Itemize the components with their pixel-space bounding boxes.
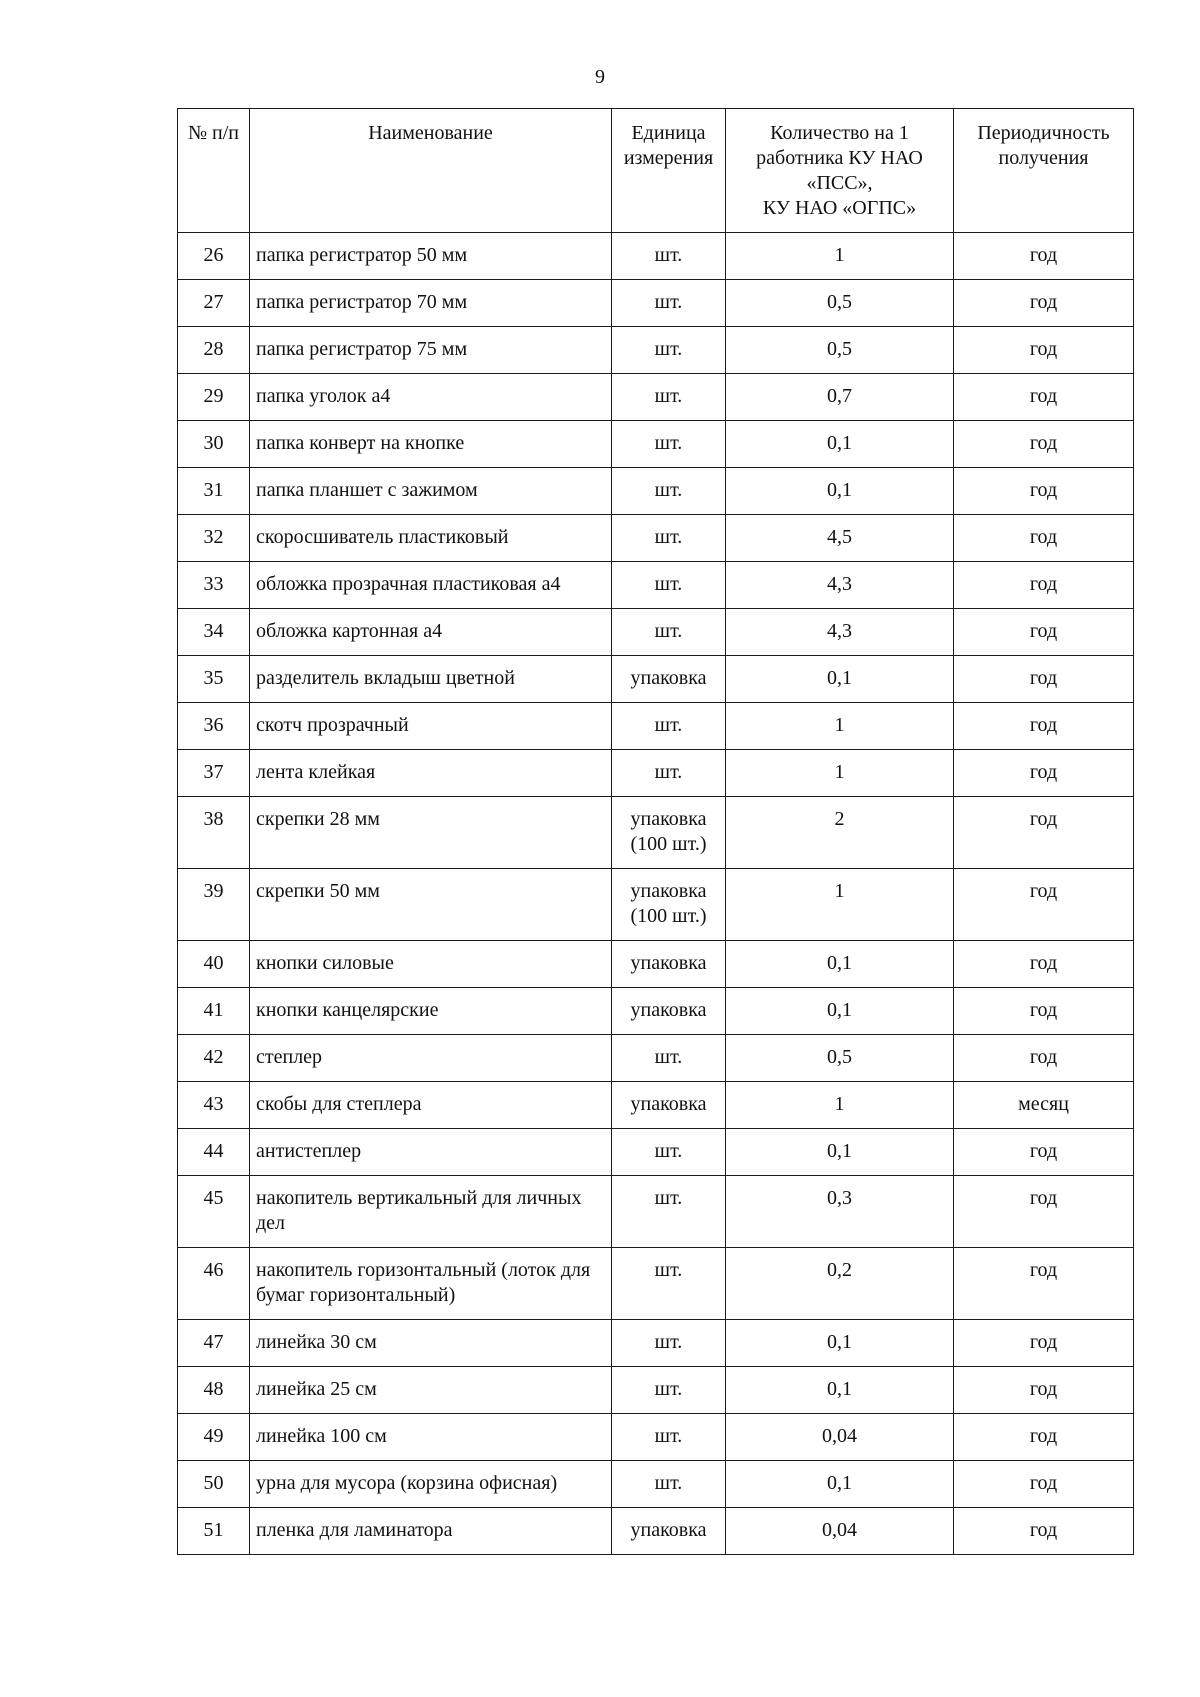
item-name-cell: папка регистратор 70 мм	[250, 280, 612, 327]
quantity-cell: 0,1	[726, 1367, 954, 1414]
unit-cell: шт.	[612, 750, 726, 797]
item-name-cell: папка конверт на кнопке	[250, 421, 612, 468]
item-name-cell: степлер	[250, 1035, 612, 1082]
period-cell: год	[954, 750, 1134, 797]
period-cell: год	[954, 1508, 1134, 1555]
unit-cell: шт.	[612, 468, 726, 515]
header-row	[178, 109, 1134, 233]
row-number-cell: 40	[178, 941, 250, 988]
period-cell: год	[954, 656, 1134, 703]
row-number-cell: 38	[178, 797, 250, 869]
header-qty-line1: Количество на 1	[770, 122, 909, 144]
table-row	[178, 869, 1134, 941]
row-number-cell: 49	[178, 1414, 250, 1461]
table-row	[178, 1035, 1134, 1082]
unit-cell: шт.	[612, 1461, 726, 1508]
period-cell: год	[954, 988, 1134, 1035]
page-number: 9	[595, 66, 605, 88]
table-row	[178, 327, 1134, 374]
item-name-cell: скотч прозрачный	[250, 703, 612, 750]
row-number-cell: 45	[178, 1176, 250, 1248]
supplies-table	[177, 108, 1134, 1555]
item-name-cell: скобы для степлера	[250, 1082, 612, 1129]
unit-cell: шт.	[612, 515, 726, 562]
table-row	[178, 1414, 1134, 1461]
quantity-cell: 4,3	[726, 562, 954, 609]
unit-cell: шт.	[612, 327, 726, 374]
header-unit-line1: Единица	[631, 122, 706, 144]
item-name-cell: кнопки силовые	[250, 941, 612, 988]
row-number-cell: 27	[178, 280, 250, 327]
row-number-cell: 41	[178, 988, 250, 1035]
table-row	[178, 562, 1134, 609]
quantity-cell: 0,04	[726, 1414, 954, 1461]
unit-cell: шт.	[612, 1320, 726, 1367]
period-cell: год	[954, 1461, 1134, 1508]
item-name-cell: скрепки 50 мм	[250, 869, 612, 941]
item-name-cell: урна для мусора (корзина офисная)	[250, 1461, 612, 1508]
period-cell: год	[954, 703, 1134, 750]
unit-cell: упаковка	[612, 1082, 726, 1129]
row-number-cell: 50	[178, 1461, 250, 1508]
period-cell: год	[954, 562, 1134, 609]
unit-cell: шт.	[612, 374, 726, 421]
period-cell: год	[954, 1176, 1134, 1248]
table-row	[178, 280, 1134, 327]
unit-cell: шт.	[612, 280, 726, 327]
row-number-cell: 39	[178, 869, 250, 941]
unit-cell: шт.	[612, 1176, 726, 1248]
table-row	[178, 1129, 1134, 1176]
row-number-cell: 37	[178, 750, 250, 797]
period-cell: год	[954, 1248, 1134, 1320]
quantity-cell: 0,1	[726, 656, 954, 703]
table-row	[178, 1320, 1134, 1367]
period-cell: год	[954, 421, 1134, 468]
item-name-cell: папка регистратор 75 мм	[250, 327, 612, 374]
item-name-cell: кнопки канцелярские	[250, 988, 612, 1035]
period-cell: год	[954, 280, 1134, 327]
row-number-cell: 36	[178, 703, 250, 750]
period-cell: год	[954, 233, 1134, 280]
period-cell: год	[954, 1129, 1134, 1176]
unit-cell: шт.	[612, 1035, 726, 1082]
period-cell: год	[954, 1035, 1134, 1082]
header-qty	[726, 109, 954, 233]
unit-cell: шт.	[612, 609, 726, 656]
quantity-cell: 0,1	[726, 988, 954, 1035]
quantity-cell: 0,2	[726, 1248, 954, 1320]
period-cell: год	[954, 374, 1134, 421]
table-row	[178, 609, 1134, 656]
unit-cell: упаковка	[612, 941, 726, 988]
period-cell: год	[954, 327, 1134, 374]
header-qty-line4: КУ НАО «ОГПС»	[762, 197, 917, 219]
header-num: № п/п	[178, 109, 250, 233]
header-period-line2: получения	[998, 147, 1089, 169]
item-name-cell: накопитель горизонтальный (лоток для бумаг горизонтальный)	[250, 1248, 612, 1320]
period-cell: год	[954, 869, 1134, 941]
row-number-cell: 33	[178, 562, 250, 609]
unit-cell: шт.	[612, 1367, 726, 1414]
unit-cell: шт.	[612, 1129, 726, 1176]
quantity-cell: 4,3	[726, 609, 954, 656]
quantity-cell: 0,1	[726, 1320, 954, 1367]
table-header	[178, 109, 1134, 233]
quantity-cell: 0,04	[726, 1508, 954, 1555]
item-name-cell: пленка для ламинатора	[250, 1508, 612, 1555]
row-number-cell: 32	[178, 515, 250, 562]
quantity-cell: 0,1	[726, 468, 954, 515]
row-number-cell: 46	[178, 1248, 250, 1320]
quantity-cell: 0,1	[726, 1129, 954, 1176]
quantity-cell: 0,5	[726, 280, 954, 327]
table-row	[178, 703, 1134, 750]
item-name-cell: обложка картонная а4	[250, 609, 612, 656]
unit-cell: упаковка (100 шт.)	[612, 869, 726, 941]
quantity-cell: 1	[726, 233, 954, 280]
period-cell: год	[954, 515, 1134, 562]
item-name-cell: лента клейкая	[250, 750, 612, 797]
unit-cell: шт.	[612, 703, 726, 750]
header-name: Наименование	[250, 109, 612, 233]
row-number-cell: 26	[178, 233, 250, 280]
table-row	[178, 1508, 1134, 1555]
item-name-cell: антистеплер	[250, 1129, 612, 1176]
unit-cell: упаковка	[612, 1508, 726, 1555]
header-unit	[612, 109, 726, 233]
table-row	[178, 988, 1134, 1035]
item-name-cell: обложка прозрачная пластиковая а4	[250, 562, 612, 609]
unit-cell: шт.	[612, 421, 726, 468]
quantity-cell: 1	[726, 1082, 954, 1129]
quantity-cell: 0,5	[726, 1035, 954, 1082]
item-name-cell: разделитель вкладыш цветной	[250, 656, 612, 703]
item-name-cell: папка планшет с зажимом	[250, 468, 612, 515]
unit-cell: упаковка	[612, 988, 726, 1035]
quantity-cell: 0,1	[726, 1461, 954, 1508]
row-number-cell: 48	[178, 1367, 250, 1414]
quantity-cell: 0,1	[726, 421, 954, 468]
table-row	[178, 941, 1134, 988]
unit-cell: шт.	[612, 1414, 726, 1461]
period-cell: год	[954, 797, 1134, 869]
row-number-cell: 29	[178, 374, 250, 421]
item-name-cell: линейка 25 см	[250, 1367, 612, 1414]
table-row	[178, 797, 1134, 869]
row-number-cell: 44	[178, 1129, 250, 1176]
quantity-cell: 4,5	[726, 515, 954, 562]
header-qty-line2: работника КУ НАО	[756, 147, 923, 169]
row-number-cell: 43	[178, 1082, 250, 1129]
row-number-cell: 34	[178, 609, 250, 656]
item-name-cell: папка уголок а4	[250, 374, 612, 421]
item-name-cell: папка регистратор 50 мм	[250, 233, 612, 280]
period-cell: год	[954, 609, 1134, 656]
row-number-cell: 42	[178, 1035, 250, 1082]
table-row	[178, 515, 1134, 562]
table-row	[178, 1082, 1134, 1129]
table-row	[178, 1461, 1134, 1508]
unit-cell: шт.	[612, 562, 726, 609]
row-number-cell: 28	[178, 327, 250, 374]
table-body	[178, 233, 1134, 1555]
item-name-cell: скоросшиватель пластиковый	[250, 515, 612, 562]
table-row	[178, 468, 1134, 515]
item-name-cell: скрепки 28 мм	[250, 797, 612, 869]
row-number-cell: 35	[178, 656, 250, 703]
table-row	[178, 1367, 1134, 1414]
header-period-line1: Периодичность	[977, 122, 1110, 144]
quantity-cell: 0,7	[726, 374, 954, 421]
header-period	[954, 109, 1134, 233]
header-qty-line3: «ПСС»,	[806, 172, 873, 194]
item-name-cell: линейка 100 см	[250, 1414, 612, 1461]
table-row	[178, 374, 1134, 421]
period-cell: месяц	[954, 1082, 1134, 1129]
row-number-cell: 51	[178, 1508, 250, 1555]
period-cell: год	[954, 1320, 1134, 1367]
unit-cell: упаковка	[612, 656, 726, 703]
unit-cell: упаковка (100 шт.)	[612, 797, 726, 869]
row-number-cell: 31	[178, 468, 250, 515]
table-row	[178, 656, 1134, 703]
row-number-cell: 30	[178, 421, 250, 468]
period-cell: год	[954, 468, 1134, 515]
quantity-cell: 0,1	[726, 941, 954, 988]
table-row	[178, 1248, 1134, 1320]
quantity-cell: 1	[726, 750, 954, 797]
row-number-cell: 47	[178, 1320, 250, 1367]
table-row	[178, 233, 1134, 280]
quantity-cell: 2	[726, 797, 954, 869]
header-unit-line2: измерения	[623, 147, 714, 169]
unit-cell: шт.	[612, 1248, 726, 1320]
unit-cell: шт.	[612, 233, 726, 280]
period-cell: год	[954, 1367, 1134, 1414]
quantity-cell: 1	[726, 869, 954, 941]
table-row	[178, 1176, 1134, 1248]
quantity-cell: 0,5	[726, 327, 954, 374]
item-name-cell: линейка 30 см	[250, 1320, 612, 1367]
table-row	[178, 421, 1134, 468]
period-cell: год	[954, 941, 1134, 988]
quantity-cell: 0,3	[726, 1176, 954, 1248]
table-row	[178, 750, 1134, 797]
period-cell: год	[954, 1414, 1134, 1461]
item-name-cell: накопитель вертикальный для личных дел	[250, 1176, 612, 1248]
quantity-cell: 1	[726, 703, 954, 750]
